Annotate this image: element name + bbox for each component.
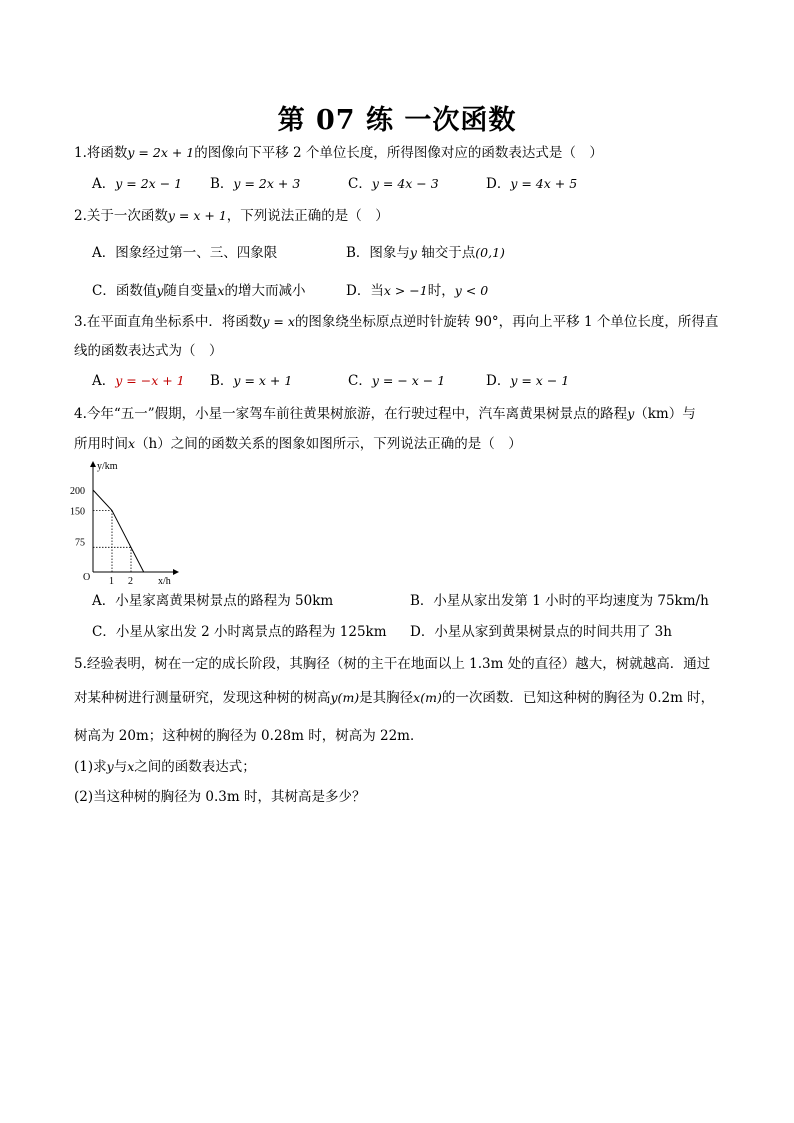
x-tick-1: 1 <box>109 576 114 586</box>
q1-option-b: B．y = 2x + 3 <box>210 176 301 192</box>
q3-option-a: A．y = −x + 1 <box>92 373 185 389</box>
q3-stem-expression: y = x <box>262 314 295 329</box>
q1-option-c: C．y = 4x − 3 <box>348 176 439 192</box>
distance-time-graph <box>68 456 186 586</box>
question-5-sub-2: (2)当这种树的胸径为 0.3m 时，其树高是多少？ <box>74 789 366 805</box>
x-axis-label: x/h <box>158 576 171 586</box>
q3-option-c: C．y = − x − 1 <box>348 373 446 389</box>
q4-option-c: C．小星从家出发 2 小时离景点的路程为 125km <box>92 624 387 640</box>
question-3-stem-line-1: 3.在平面直角坐标系中．将函数y = x的图象绕坐标原点逆时针旋转 90°，再向上平移 1 个单位长度，所得直 <box>74 314 719 330</box>
y-axis-label: y/km <box>97 461 118 472</box>
q4-option-a: A．小星家离黄果树景点的路程为 50km <box>92 593 334 609</box>
guide-lines <box>93 511 131 573</box>
distance-line <box>93 490 144 572</box>
q2-option-a: A．图象经过第一、三、四象限 <box>92 245 278 261</box>
question-3-stem-line-2: 线的函数表达式为（ ） <box>74 343 223 359</box>
x-tick-2: 2 <box>128 576 133 586</box>
q2-option-c: C．函数值y随自变量x的增大而减小 <box>92 283 306 299</box>
question-5-line-2: 对某种树进行测量研究，发现这种树的树高y(m)是其胸径x(m)的一次函数．已知这种树的胸径为 0.2m 时， <box>74 690 715 706</box>
q4-option-d: D．小星从家到黄果树景点的时间共用了 3h <box>410 624 672 640</box>
q4-option-b: B．小星从家出发第 1 小时的平均速度为 75km/h <box>410 593 709 609</box>
page-title: 第 07 练 一次函数 <box>277 105 517 136</box>
q1-stem-expression: y = 2x + 1 <box>127 145 195 160</box>
question-1-stem <box>74 143 603 163</box>
y-tick-150: 150 <box>70 506 85 518</box>
question-4-stem-line-1: 4.今年“五一”假期，小星一家驾车前往黄果树旅游，在行驶过程中，汽车离黄果树景点的路程y（km）与 <box>74 406 696 422</box>
y-tick-200: 200 <box>70 486 85 497</box>
y-tick-75: 75 <box>75 537 85 549</box>
question-5-line-3: 树高为 20m；这种树的胸径为 0.28m 时，树高为 22m． <box>74 728 424 744</box>
q1-option-a: A．y = 2x − 1 <box>92 176 183 192</box>
origin-label: O <box>83 572 91 583</box>
q2-stem-expression: y = x + 1 <box>167 208 227 223</box>
question-5-sub-1: (1)求y与x之间的函数表达式； <box>74 759 256 775</box>
q2-option-d: D．当x > −1时，y < 0 <box>346 283 489 299</box>
question-5-line-1: 5.经验表明，树在一定的成长阶段，其胸径（树的主干在地面以上 1.3m 处的直径）越大，树就越高．通过 <box>74 656 711 672</box>
q3-option-d: D．y = x − 1 <box>486 373 570 389</box>
q1-stem-text-2: 的图像向下平移 2 个单位长度，所得图像对应的函数表达式是（ ） <box>194 145 603 161</box>
question-4-stem-line-2: 所用时间x（h）之间的函数关系的图象如图所示，下列说法正确的是（ ） <box>74 436 522 452</box>
q1-option-d: D．y = 4x + 5 <box>486 176 578 192</box>
q1-stem-text: 1.将函数 <box>74 145 128 161</box>
q2-option-b: B．图象与y 轴交于点(0,1) <box>346 245 505 261</box>
q3-option-b: B．y = x + 1 <box>210 373 293 389</box>
question-2-stem: 2.关于一次函数y = x + 1，下列说法正确的是（ ） <box>74 208 389 224</box>
